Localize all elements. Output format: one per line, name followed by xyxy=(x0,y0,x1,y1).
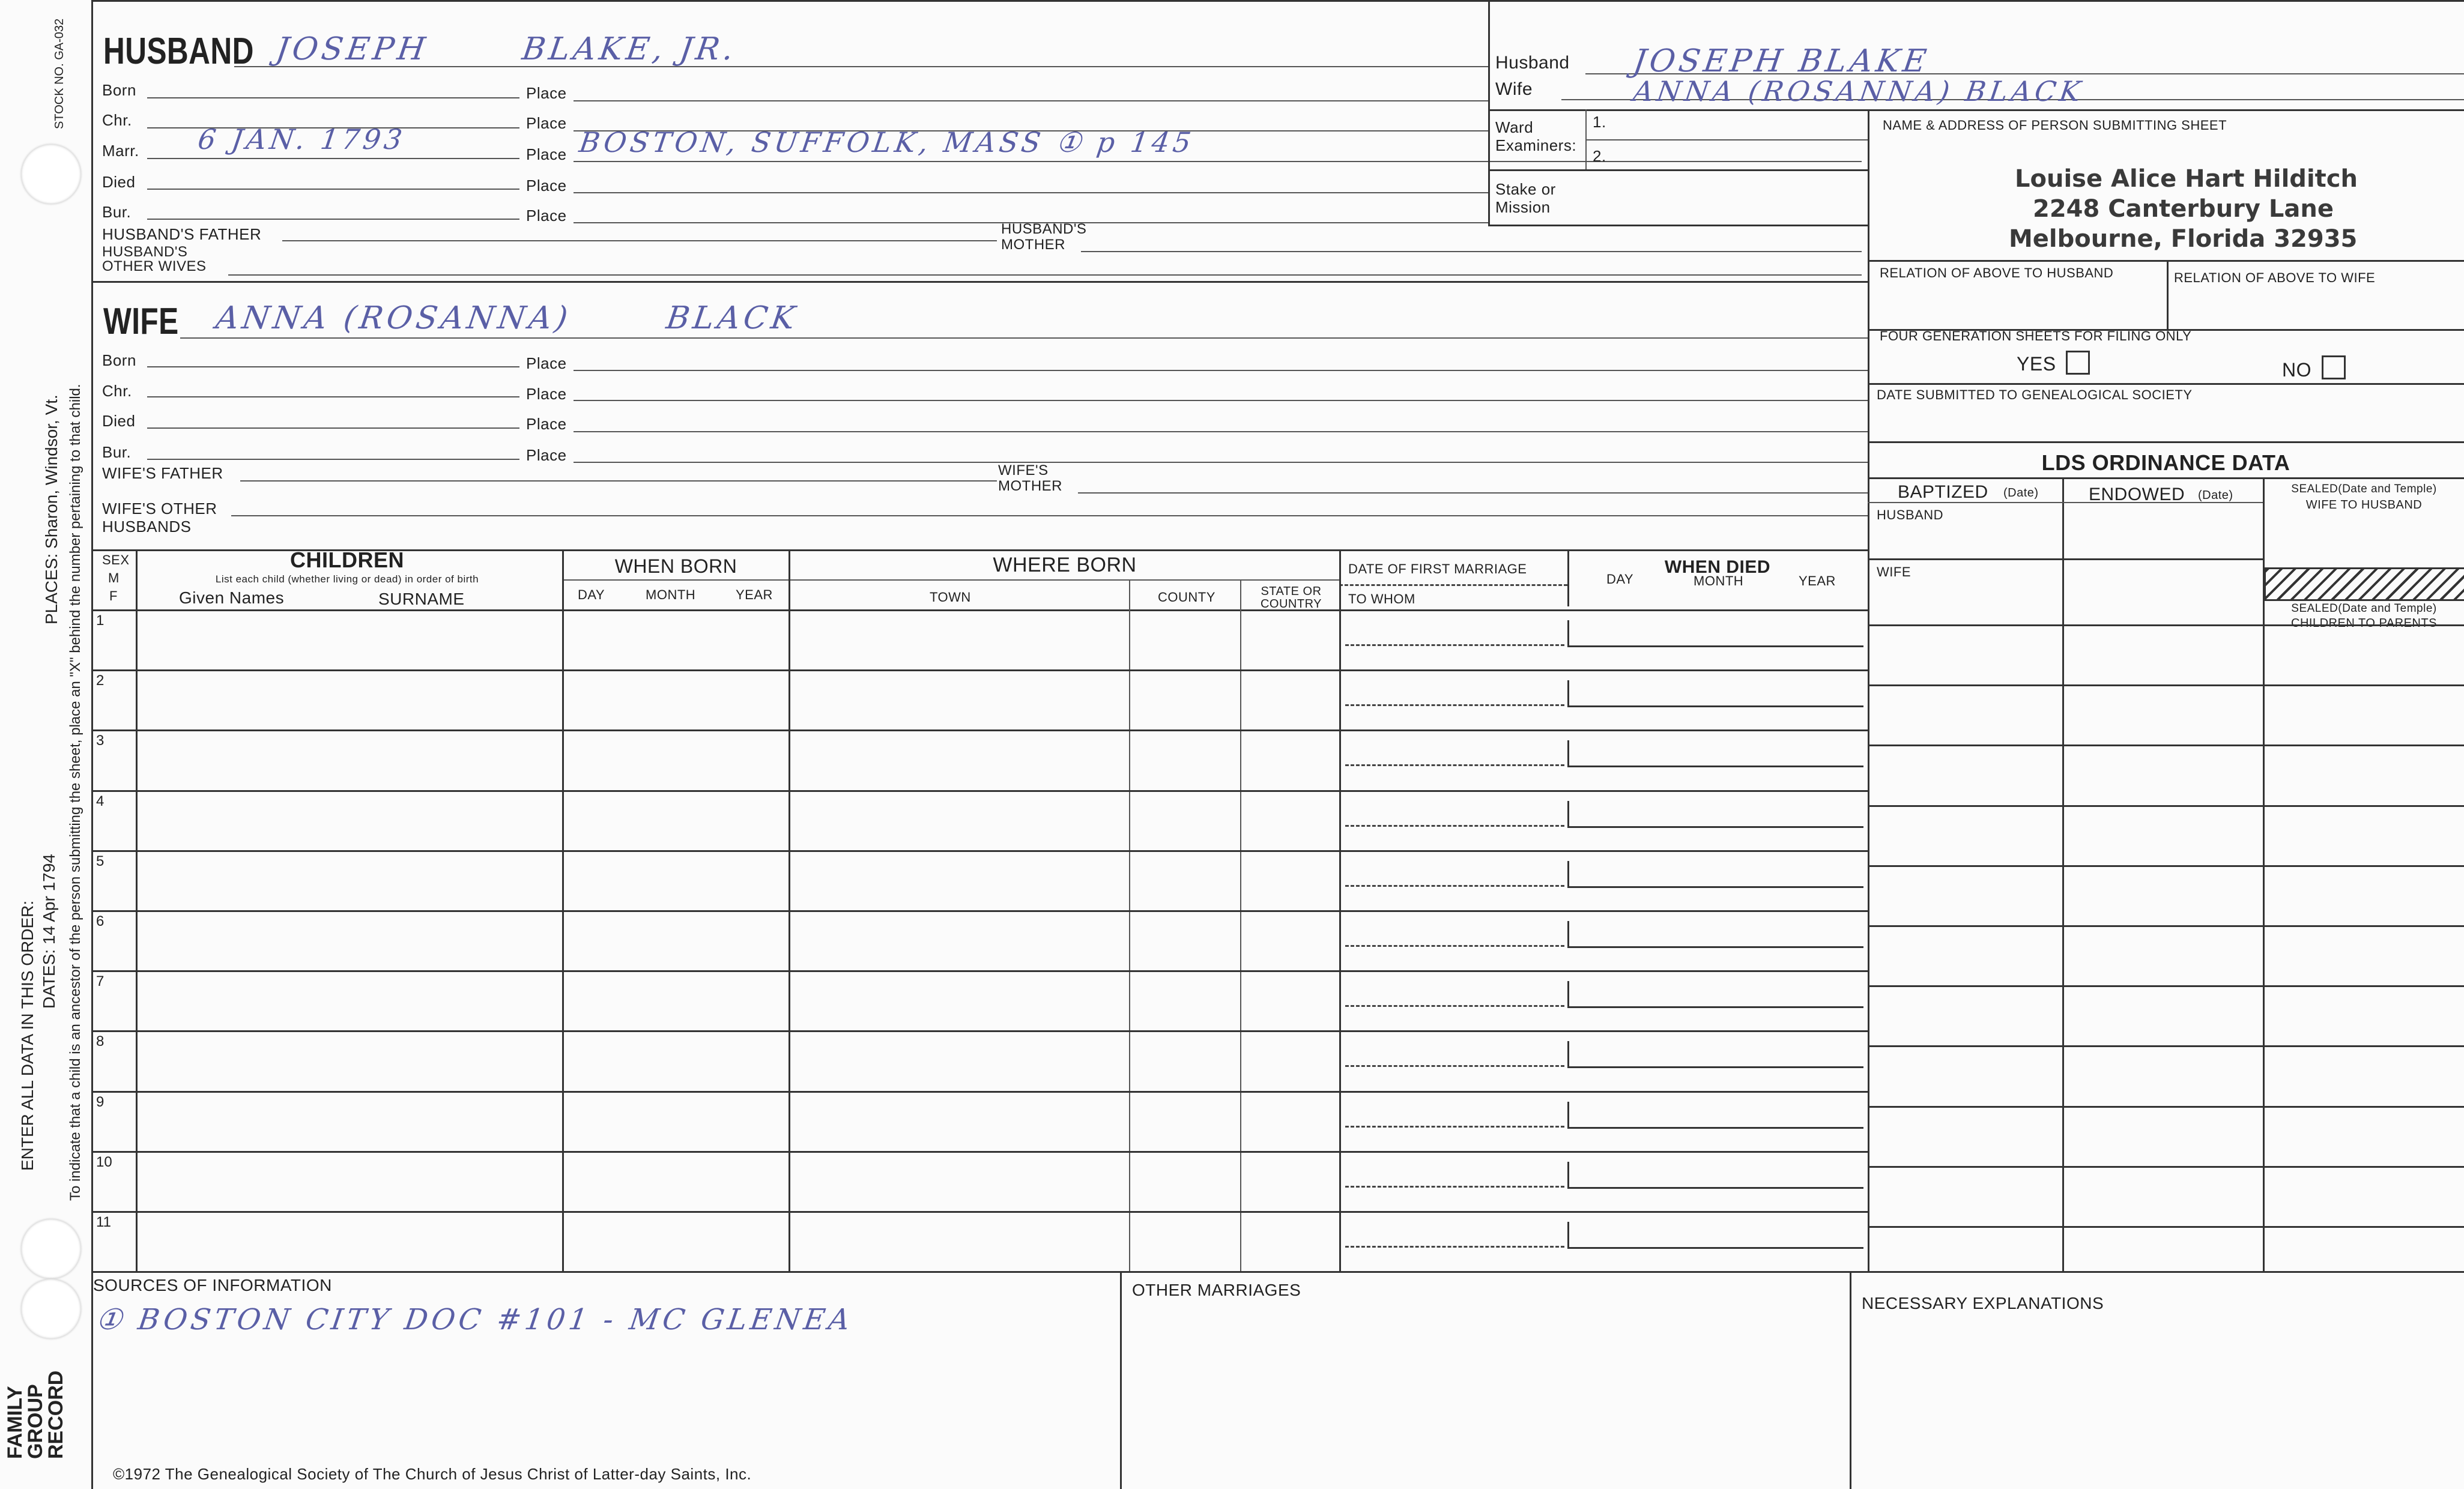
husband-died-place-label: Place xyxy=(526,177,567,195)
husband-chr-label: Chr. xyxy=(102,111,132,129)
child-row-number: 4 xyxy=(96,793,104,809)
lds-row-line xyxy=(1868,1166,2464,1168)
to-whom-label: TO WHOM xyxy=(1348,591,1415,606)
ward-label: Ward xyxy=(1495,118,1534,136)
submitter-label: NAME & ADDRESS OF PERSON SUBMITTING SHEET xyxy=(1883,118,2227,133)
marriage-dash xyxy=(1345,644,1564,646)
wife-bur-label: Bur. xyxy=(102,443,132,461)
submitter-name[interactable]: Louise Alice Hart Hilditch xyxy=(2015,165,2358,193)
four-generation-label: FOUR GENERATION SHEETS FOR FILING ONLY xyxy=(1880,328,2192,343)
when-died-label: WHEN DIED xyxy=(1664,557,1771,577)
lds-wife-label: WIFE xyxy=(1877,564,1911,579)
husband-surname[interactable]: BLAKE, JR. xyxy=(519,31,739,67)
lds-endowed-date: (Date) xyxy=(2198,489,2233,502)
died-cell[interactable] xyxy=(1567,1162,1863,1189)
dates-note: DATES: 14 Apr 1794 xyxy=(40,854,58,1009)
lds-endowed-label: ENDOWED xyxy=(2089,485,2185,504)
marriage-dash xyxy=(1345,1186,1564,1188)
wife-mother-label-2: MOTHER xyxy=(998,478,1062,494)
ward-2: 2. xyxy=(1593,147,1606,165)
no-label: NO xyxy=(2282,359,2311,381)
wife-surname[interactable]: BLACK xyxy=(664,300,801,336)
lds-heading: LDS ORDINANCE DATA xyxy=(2041,450,2290,475)
child-row-number: 9 xyxy=(96,1093,104,1110)
submitter-city[interactable]: Melbourne, Florida 32935 xyxy=(2009,225,2358,253)
top-husband-name[interactable]: JOSEPH BLAKE xyxy=(1630,43,1933,79)
lds-sealed-children-label: SEALED(Date and Temple) xyxy=(2291,602,2437,615)
marriage-dash xyxy=(1345,764,1564,766)
died-cell[interactable] xyxy=(1567,921,1863,948)
sources-label: SOURCES OF INFORMATION xyxy=(93,1276,332,1294)
died-cell[interactable] xyxy=(1567,680,1863,707)
wife-born-label: Born xyxy=(102,351,136,369)
top-husband-label: Husband xyxy=(1495,53,1570,73)
child-row-line xyxy=(91,1211,1868,1213)
child-row-line xyxy=(91,1091,1868,1093)
lds-row-line xyxy=(1868,1106,2464,1108)
first-marriage-label: DATE OF FIRST MARRIAGE xyxy=(1348,561,1527,576)
child-row-number: 1 xyxy=(96,612,104,629)
ward-1: 1. xyxy=(1593,113,1606,131)
child-row-line xyxy=(91,910,1868,912)
lds-row-line xyxy=(1868,985,2464,987)
state-label: STATE OR xyxy=(1261,585,1322,598)
other-marriages-label: OTHER MARRIAGES xyxy=(1132,1281,1301,1299)
died-cell[interactable] xyxy=(1567,1222,1863,1249)
yes-checkbox[interactable] xyxy=(2066,351,2090,375)
husband-marriage-place[interactable]: BOSTON, SUFFOLK, MASS ① p 145 xyxy=(577,126,1197,159)
died-cell[interactable] xyxy=(1567,981,1863,1008)
husband-chr-place-label: Place xyxy=(526,114,567,132)
lds-row-line xyxy=(1868,745,2464,746)
left-border xyxy=(91,0,93,1489)
top-wife-name[interactable]: ANNA (ROSANNA) BLACK xyxy=(1631,75,2086,107)
died-cell[interactable] xyxy=(1567,861,1863,888)
ward-examiners-label: Examiners: xyxy=(1495,136,1577,154)
lds-baptized-label: BAPTIZED xyxy=(1898,482,1988,502)
born-month-label: MONTH xyxy=(646,587,696,602)
marriage-dash xyxy=(1345,885,1564,887)
husband-marriage-date[interactable]: 6 JAN. 1793 xyxy=(196,123,408,156)
child-row-line xyxy=(91,970,1868,972)
children-sub-label: List each child (whether living or dead) in order of birth xyxy=(215,573,479,585)
lds-row-line xyxy=(1868,925,2464,927)
husband-given-name[interactable]: JOSEPH xyxy=(273,31,431,67)
child-row-number: 10 xyxy=(96,1153,112,1170)
lds-husband-label: HUSBAND xyxy=(1877,507,1944,522)
right-column-border xyxy=(1868,109,1869,1271)
child-row-number: 3 xyxy=(96,732,104,749)
wife-died-label: Died xyxy=(102,412,136,430)
children-heading: CHILDREN xyxy=(290,548,404,572)
wife-heading: WIFE xyxy=(103,301,179,342)
wife-chr-place-label: Place xyxy=(526,385,567,403)
child-row-line xyxy=(91,790,1868,792)
relation-wife-label: RELATION OF ABOVE TO WIFE xyxy=(2174,270,2376,285)
died-cell[interactable] xyxy=(1567,1041,1863,1068)
date-submitted-label: DATE SUBMITTED TO GENEALOGICAL SOCIETY xyxy=(1877,387,2193,402)
born-day-label: DAY xyxy=(578,587,605,602)
no-checkbox[interactable] xyxy=(2322,355,2346,379)
lds-sealed-children-to-parents: CHILDREN TO PARENTS xyxy=(2291,617,2437,630)
punch-hole xyxy=(21,144,81,204)
marriage-dash xyxy=(1345,1065,1564,1067)
died-cell[interactable] xyxy=(1567,620,1863,647)
died-day-label: DAY xyxy=(1606,572,1634,587)
enter-all-data: ENTER ALL DATA IN THIS ORDER: xyxy=(18,900,37,1171)
wife-died-place-label: Place xyxy=(526,415,567,433)
child-row-number: 5 xyxy=(96,853,104,869)
child-row-number: 8 xyxy=(96,1033,104,1050)
lds-row-line xyxy=(1868,865,2464,867)
sex-label: SEX xyxy=(102,552,130,567)
husband-heading: HUSBAND xyxy=(103,31,254,72)
husband-died-label: Died xyxy=(102,173,136,191)
husband-mother-label: HUSBAND'S xyxy=(1001,221,1087,237)
wife-other-husbands-label: WIFE'S OTHER xyxy=(102,500,217,518)
child-row-number: 11 xyxy=(96,1214,111,1230)
wife-bur-place-label: Place xyxy=(526,446,567,464)
marriage-dash xyxy=(1345,945,1564,947)
child-row-line xyxy=(91,669,1868,671)
given-names-label: Given Names xyxy=(179,588,285,607)
marriage-dash xyxy=(1345,825,1564,827)
lds-row-line xyxy=(1868,1226,2464,1228)
top-wife-label: Wife xyxy=(1495,79,1533,99)
died-year-label: YEAR xyxy=(1799,573,1836,588)
child-row-line xyxy=(91,1030,1868,1032)
country-label: COUNTRY xyxy=(1260,597,1322,611)
child-row-number: 7 xyxy=(96,973,104,990)
lds-sealed-label: SEALED(Date and Temple) xyxy=(2291,483,2437,495)
marriage-dash xyxy=(1345,1005,1564,1007)
child-row-line xyxy=(91,729,1868,731)
stock-number: STOCK NO. GA-032 xyxy=(53,18,66,129)
husband-other-wives-label: HUSBAND'S xyxy=(102,244,188,260)
relation-husband-label: RELATION OF ABOVE TO HUSBAND xyxy=(1880,265,2114,280)
born-year-label: YEAR xyxy=(736,587,773,602)
stake-mission-label: Mission xyxy=(1495,198,1551,216)
husband-born-label: Born xyxy=(102,81,136,99)
record-title: FAMILY GROUP RECORD xyxy=(4,1370,67,1459)
wife-father-label: WIFE'S FATHER xyxy=(102,464,223,482)
husband-father-label: HUSBAND'S FATHER xyxy=(102,225,262,243)
stake-label: Stake or xyxy=(1495,180,1556,198)
marriage-dash xyxy=(1345,704,1564,706)
when-born-label: WHEN BORN xyxy=(614,555,737,577)
husband-other-wives-label-2: OTHER WIVES xyxy=(102,258,207,274)
died-month-label: MONTH xyxy=(1694,573,1744,588)
surname-label: SURNAME xyxy=(378,590,465,608)
child-ancestor-instructions: To indicate that a child is an ancestor of the person submitting the sheet, place an "X" behind the number pertaining to that child. xyxy=(67,384,83,1201)
lds-row-line xyxy=(1868,1045,2464,1047)
husband-mother-label-2: MOTHER xyxy=(1001,237,1065,253)
places-note: PLACES: Sharon, Windsor, Vt. xyxy=(42,394,61,624)
necessary-explanations-label: NECESSARY EXPLANATIONS xyxy=(1862,1294,2104,1312)
lds-row-line xyxy=(1868,805,2464,807)
lds-hatched-cell xyxy=(2264,567,2464,601)
husband-marr-label: Marr. xyxy=(102,142,139,160)
yes-label: YES xyxy=(2017,353,2056,375)
sex-m-label: M xyxy=(108,570,120,585)
where-born-label: WHERE BORN xyxy=(993,554,1137,576)
wife-other-husbands-label-2: HUSBANDS xyxy=(102,518,192,536)
county-label: COUNTY xyxy=(1158,590,1215,605)
husband-marr-place-label: Place xyxy=(526,145,567,163)
wife-chr-label: Chr. xyxy=(102,382,132,400)
marriage-dash xyxy=(1345,1126,1564,1128)
child-row-number: 6 xyxy=(96,913,104,929)
punch-hole xyxy=(21,1279,81,1339)
copyright: ©1972 The Genealogical Society of The Church of Jesus Christ of Latter-day Saints, Inc. xyxy=(113,1465,752,1483)
lds-baptized-date: (Date) xyxy=(2003,486,2039,500)
lds-sealed-wife-label: WIFE TO HUSBAND xyxy=(2305,498,2423,512)
marriage-dash xyxy=(1345,1246,1564,1248)
town-label: TOWN xyxy=(930,590,971,605)
child-row-number: 2 xyxy=(96,672,104,689)
sex-f-label: F xyxy=(109,588,118,603)
sources-value[interactable]: ① BOSTON CITY DOC #101 - MC GLENEA xyxy=(94,1303,856,1336)
husband-bur-label: Bur. xyxy=(102,203,132,221)
lds-row-line xyxy=(1868,624,2464,626)
wife-born-place-label: Place xyxy=(526,354,567,372)
child-row-line xyxy=(91,850,1868,852)
husband-bur-place-label: Place xyxy=(526,207,567,225)
died-cell[interactable] xyxy=(1567,801,1863,828)
wife-mother-label: WIFE'S xyxy=(998,462,1049,479)
submitter-street[interactable]: 2248 Canterbury Lane xyxy=(2033,195,2334,223)
died-cell[interactable] xyxy=(1567,1102,1863,1129)
wife-given-name[interactable]: ANNA (ROSANNA) xyxy=(213,300,574,336)
lds-row-line xyxy=(1868,684,2464,686)
died-cell[interactable] xyxy=(1567,740,1863,767)
child-row-line xyxy=(91,1151,1868,1153)
husband-born-place-label: Place xyxy=(526,84,567,102)
punch-hole xyxy=(21,1219,81,1279)
